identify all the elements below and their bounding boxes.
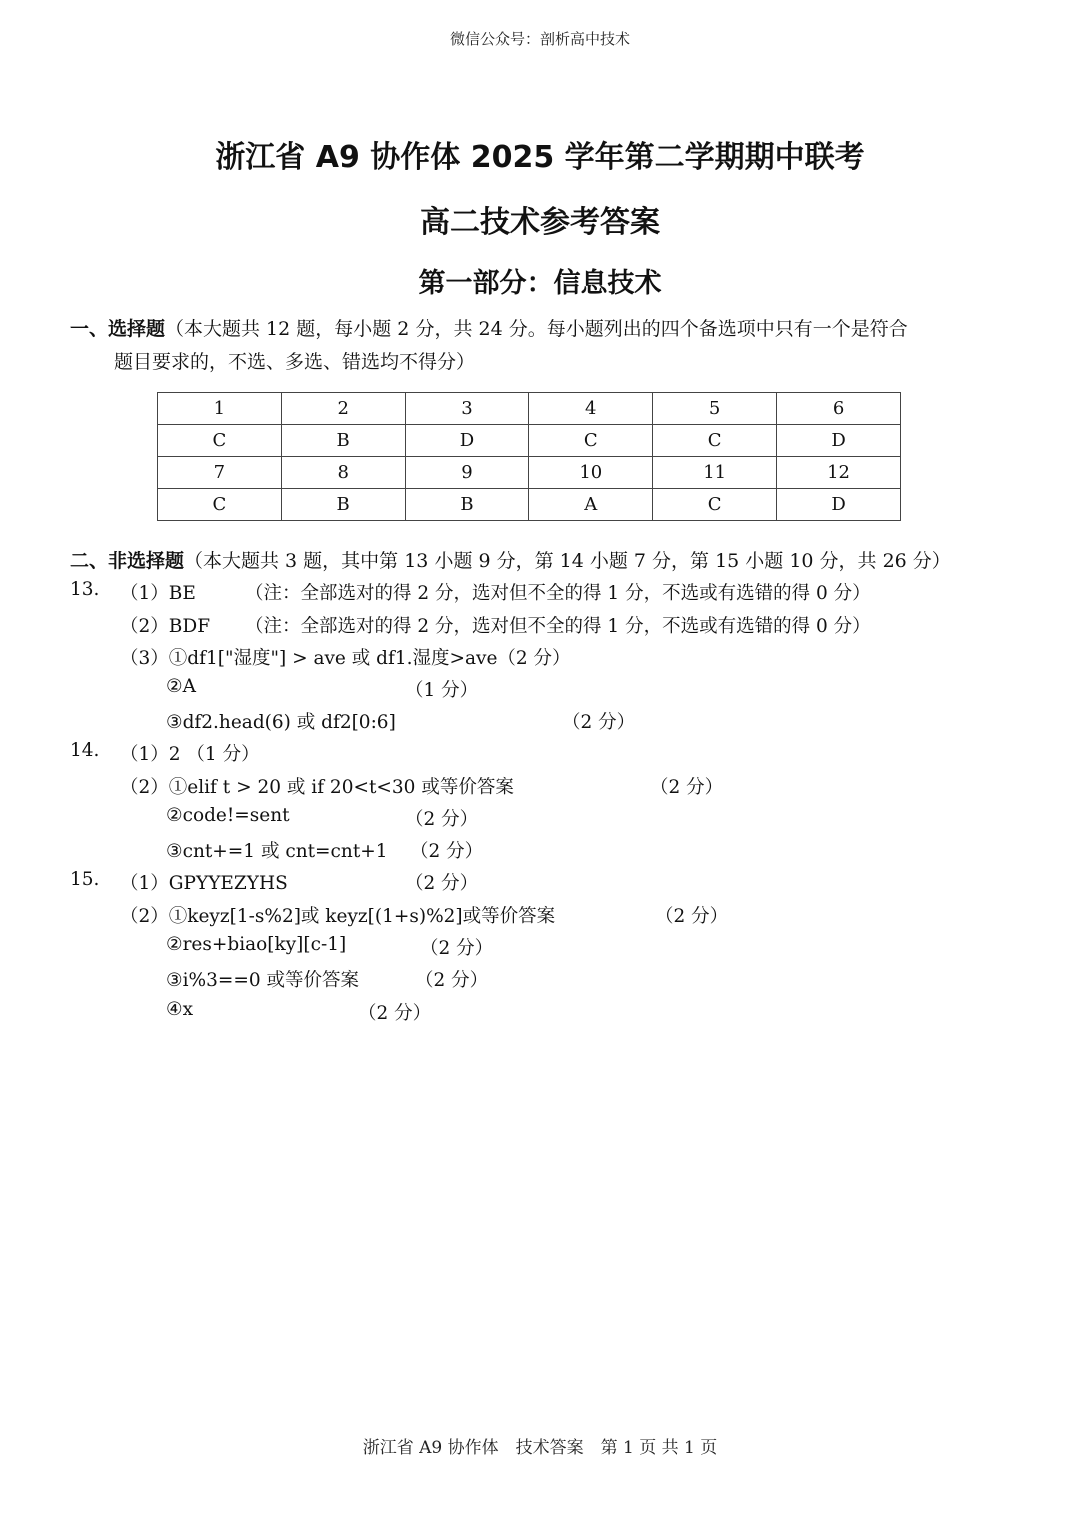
answer-cell: B xyxy=(405,489,529,521)
q13-part1-note: （注：全部选对的得 2 分，选对但不全的得 1 分，不选或有选错的得 0 分） xyxy=(245,583,871,604)
q15-part2c: ③i%3==0 或等价答案 xyxy=(166,970,360,991)
question-number-cell: 2 xyxy=(281,393,405,425)
question-number-cell: 12 xyxy=(777,457,901,489)
q13-part2-note: （注：全部选对的得 2 分，选对但不全的得 1 分，不选或有选错的得 0 分） xyxy=(245,616,871,637)
page-footer: 浙江省 A9 协作体 技术答案 第 1 页 共 1 页 xyxy=(362,1438,718,1458)
section1-label: 一、选择题 xyxy=(70,318,166,340)
q14-part2b: ②code!=sent xyxy=(166,805,290,826)
section2-heading xyxy=(70,546,951,573)
q15-part2d-score: （2 分） xyxy=(358,1003,432,1024)
question-number-cell: 10 xyxy=(529,457,653,489)
answer-cell: C xyxy=(653,489,777,521)
answer-title: 高二技术参考答案 xyxy=(420,205,660,240)
wechat-header: 微信公众号：剖析高中技术 xyxy=(449,30,630,48)
answer-cell: B xyxy=(281,425,405,457)
section1-desc-cont: 题目要求的，不选、多选、错选均不得分） xyxy=(114,351,476,373)
answer-cell: D xyxy=(405,425,529,457)
question-number-cell: 5 xyxy=(653,393,777,425)
q15-part2-score: （2 分） xyxy=(655,906,729,927)
q13-part3b-score: （1 分） xyxy=(405,680,479,701)
q15-part2: （2）①keyz[1-s%2]或 keyz[(1+s)%2]或等价答案 xyxy=(120,906,556,927)
q14-part2b-score: （2 分） xyxy=(405,809,479,830)
q14-part2c-score: （2 分） xyxy=(410,841,484,862)
q15-part2c-score: （2 分） xyxy=(415,970,489,991)
table-row xyxy=(158,457,901,489)
table-row xyxy=(158,393,901,425)
question-number-cell: 6 xyxy=(777,393,901,425)
question-number-cell: 9 xyxy=(405,457,529,489)
answer-cell: A xyxy=(529,489,653,521)
question-number-cell: 7 xyxy=(158,457,282,489)
q13-part3c: ③df2.head(6) 或 df2[0:6] xyxy=(166,712,396,733)
question-number-cell: 4 xyxy=(529,393,653,425)
section1-heading xyxy=(70,314,908,341)
question-number-cell: 1 xyxy=(158,393,282,425)
q15-number: 15. xyxy=(70,869,100,890)
q14-part1: （1）2 （1 分） xyxy=(120,744,260,765)
answer-cell: C xyxy=(529,425,653,457)
q14-part2: （2）①elif t > 20 或 if 20<t<30 或等价答案 xyxy=(120,777,514,798)
table-row xyxy=(158,489,901,521)
question-number-cell: 8 xyxy=(281,457,405,489)
answer-table xyxy=(157,392,901,521)
answer-cell: D xyxy=(777,489,901,521)
question-number-cell: 3 xyxy=(405,393,529,425)
section1-desc: （本大题共 12 题，每小题 2 分，共 24 分。每小题列出的四个备选项中只有一个是符合 xyxy=(165,318,908,340)
section2-desc: （本大题共 3 题，其中第 13 小题 9 分，第 14 小题 7 分，第 15 小题 10 分，共 26 分） xyxy=(184,550,951,572)
section2-label: 二、非选择题 xyxy=(70,550,185,572)
q13-part3b: ②A xyxy=(166,676,196,697)
question-number-cell: 11 xyxy=(653,457,777,489)
q14-part2-score: （2 分） xyxy=(650,777,724,798)
q15-part1-score: （2 分） xyxy=(405,873,479,894)
q14-number: 14. xyxy=(70,740,100,761)
exam-title: 浙江省 A9 协作体 2025 学年第二学期期中联考 xyxy=(215,140,865,175)
q13-part2: （2）BDF xyxy=(120,616,211,637)
q13-part1: （1）BE xyxy=(120,583,196,604)
answer-cell: B xyxy=(281,489,405,521)
q13-part3c-score: （2 分） xyxy=(562,712,636,733)
part-title: 第一部分：信息技术 xyxy=(418,268,662,299)
q13-part3: （3）①df1["湿度"] > ave 或 df1.湿度>ave（2 分） xyxy=(120,648,571,669)
q15-part2b: ②res+biao[ky][c-1] xyxy=(166,934,347,955)
answer-cell: C xyxy=(158,489,282,521)
q15-part2b-score: （2 分） xyxy=(420,938,494,959)
q13-number: 13. xyxy=(70,579,100,600)
q14-part2c: ③cnt+=1 或 cnt=cnt+1 xyxy=(166,841,388,862)
q15-part2d: ④x xyxy=(166,999,194,1020)
answer-cell: C xyxy=(653,425,777,457)
q15-part1: （1）GPYYEZYHS xyxy=(120,873,288,894)
answer-cell: D xyxy=(777,425,901,457)
table-row xyxy=(158,425,901,457)
answer-cell: C xyxy=(158,425,282,457)
